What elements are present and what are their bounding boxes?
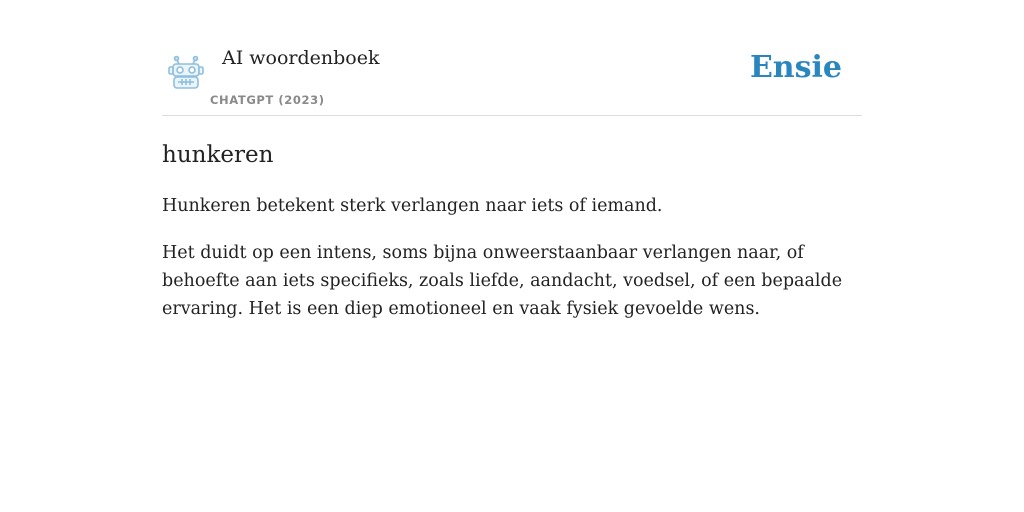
page-container (162, 0, 862, 319)
entry-term: hunkeren (162, 142, 274, 168)
robot-icon (166, 52, 206, 90)
dictionary-source: CHATGPT (2023) (210, 93, 325, 107)
entry-explanation: Het duidt op een intens, soms bijna onweerstaanbaar verlangen naar, of behoefte aan iets specifieks, zoals liefde, aandacht, voedsel, of een bepaalde ervaring. Het is een diep emotioneel en vaak fysiek gevoelde wens. (162, 243, 843, 319)
entry-definition: Hunkeren betekent sterk verlangen naar iets of iemand. (162, 196, 663, 216)
dictionary-header (162, 0, 862, 116)
dictionary-name[interactable]: AI woordenboek (222, 47, 380, 69)
ensie-logo-link[interactable]: Ensie (749, 50, 842, 85)
